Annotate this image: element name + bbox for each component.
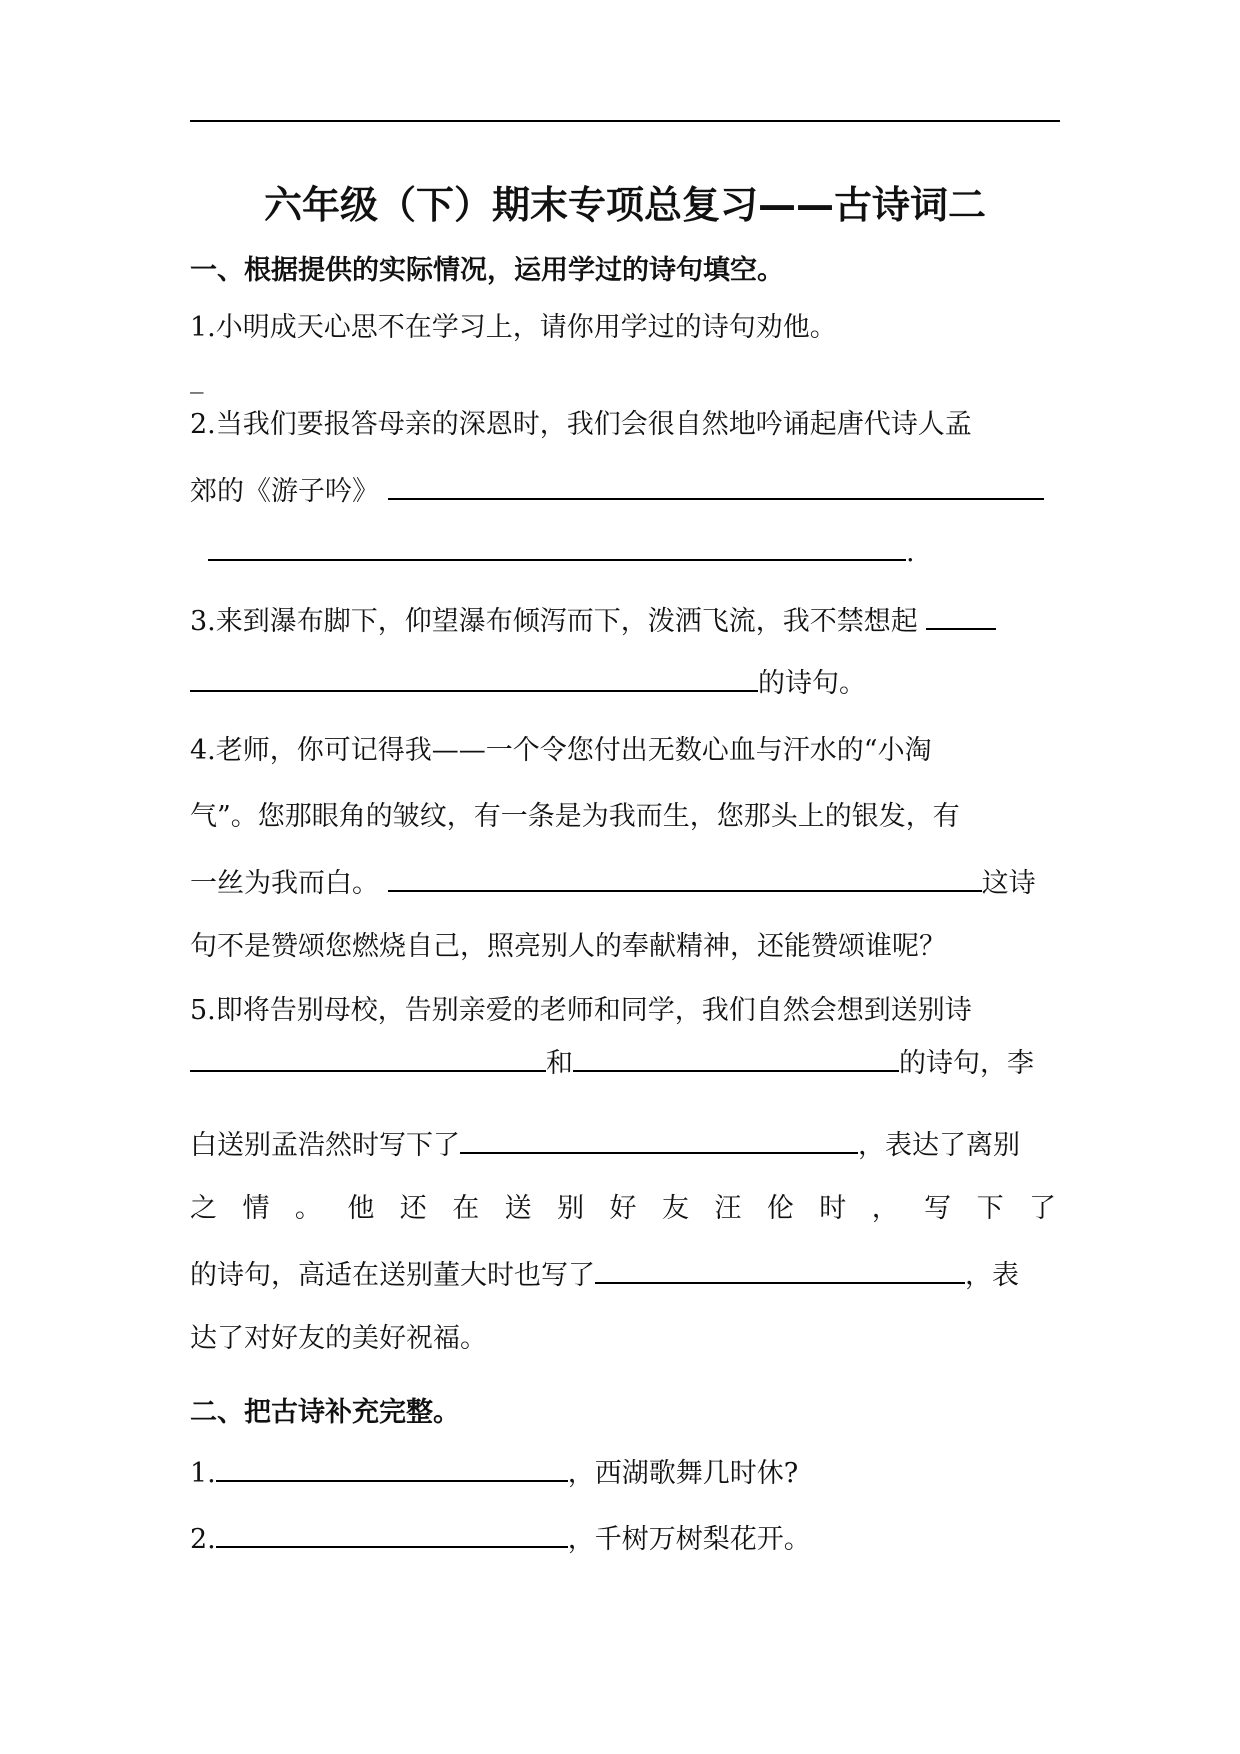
answer-blank[interactable]: [595, 1256, 965, 1284]
question-5-tail: 的诗句，李: [899, 1048, 1034, 1079]
answer-blank[interactable]: [216, 1454, 568, 1482]
justified-char: ，: [871, 1193, 899, 1224]
question-5-line-3: [190, 1126, 1020, 1163]
question-5-line-1: 5.即将告别母校，告别亲爱的老师和同学，我们自然会想到送别诗: [190, 995, 972, 1026]
question-1: 1.小明成天心思不在学习上，请你用学过的诗句劝他。: [190, 312, 837, 343]
poem-line: ，西湖歌舞几时休?: [567, 1458, 799, 1489]
justified-char: 写: [924, 1193, 952, 1224]
question-4-line-3: [190, 864, 1036, 901]
question-5-and: 和: [546, 1048, 573, 1079]
question-3-tail: 的诗句。: [758, 668, 866, 699]
question-4-line-1: 4.老师，你可记得我——一个令您付出无数心血与汗水的“小淘: [190, 735, 932, 766]
answer-blank[interactable]: [190, 664, 758, 692]
answer-blank[interactable]: [388, 864, 982, 892]
justified-char: 伦: [766, 1193, 794, 1224]
answer-mark: _: [190, 363, 204, 394]
question-4-tail: 这诗: [981, 868, 1036, 899]
question-5-line-6: 达了对好友的美好祝福。: [190, 1323, 487, 1354]
justified-char: 。: [294, 1193, 322, 1224]
question-2-text: 郊的《游子吟》: [190, 476, 379, 507]
justified-char: 了: [1029, 1193, 1056, 1224]
justified-char: 还: [399, 1193, 427, 1224]
justified-char: 汪: [714, 1193, 742, 1224]
answer-blank[interactable]: [573, 1044, 899, 1072]
justified-char: 别: [557, 1193, 585, 1224]
justified-char: 送: [504, 1193, 532, 1224]
question-3-line-2: [190, 664, 866, 701]
answer-blank[interactable]: [190, 1044, 546, 1072]
justified-char: 好: [609, 1193, 637, 1224]
question-5-tail: ，表达了离别: [858, 1130, 1020, 1161]
question-5-text: 的诗句，高适在送别董大时也写了: [190, 1260, 595, 1291]
question-5-text: 白送别孟浩然时写下了: [190, 1130, 460, 1161]
answer-blank[interactable]: [216, 1520, 568, 1548]
answer-blank[interactable]: [388, 472, 1044, 500]
question-4-line-4: 句不是赞颂您燃烧自己，照亮别人的奉献精神，还能赞颂谁呢？: [190, 931, 946, 962]
poem-line: ，千树万树梨花开。: [567, 1524, 811, 1555]
justified-char: 在: [452, 1193, 480, 1224]
section-1-heading: 一、根据提供的实际情况，运用学过的诗句填空。: [190, 255, 784, 286]
question-5-line-4: [190, 1192, 1056, 1226]
period-mark: .: [906, 537, 915, 568]
question-4-line-2: 气”。您那眼角的皱纹，有一条是为我而生，您那头上的银发，有: [190, 801, 960, 832]
question-5-line-5: [190, 1256, 1019, 1293]
justified-char: 情: [242, 1193, 270, 1224]
poem-question-2: [190, 1520, 811, 1557]
justified-char: 友: [661, 1193, 689, 1224]
header-rule: [190, 120, 1060, 122]
answer-blank[interactable]: [460, 1126, 858, 1154]
justified-char: 他: [347, 1193, 375, 1224]
question-2-line-1: 2.当我们要报答母亲的深恩时，我们会很自然地吟诵起唐代诗人孟: [190, 409, 972, 440]
question-5-line-2: [190, 1044, 1034, 1081]
question-3-line-1: [190, 602, 996, 639]
question-4-text: 一丝为我而白。: [190, 868, 379, 899]
justified-char: 时: [819, 1193, 847, 1224]
question-3-text: 3.来到瀑布脚下，仰望瀑布倾泻而下，泼洒飞流，我不禁想起: [190, 606, 918, 637]
answer-blank[interactable]: [926, 602, 996, 630]
justified-char: 之: [190, 1193, 217, 1224]
answer-blank[interactable]: [208, 533, 906, 561]
question-2-line-2: [190, 472, 1044, 509]
justified-char: 下: [976, 1193, 1004, 1224]
question-number: 1.: [190, 1458, 216, 1489]
poem-question-1: [190, 1454, 798, 1491]
question-number: 2.: [190, 1524, 216, 1555]
section-2-heading: 二、把古诗补充完整。: [190, 1397, 460, 1428]
question-5-tail: ，表: [965, 1260, 1019, 1291]
question-2-line-3: [208, 533, 915, 570]
page-title: 六年级（下）期末专项总复习——古诗词二: [263, 183, 986, 227]
